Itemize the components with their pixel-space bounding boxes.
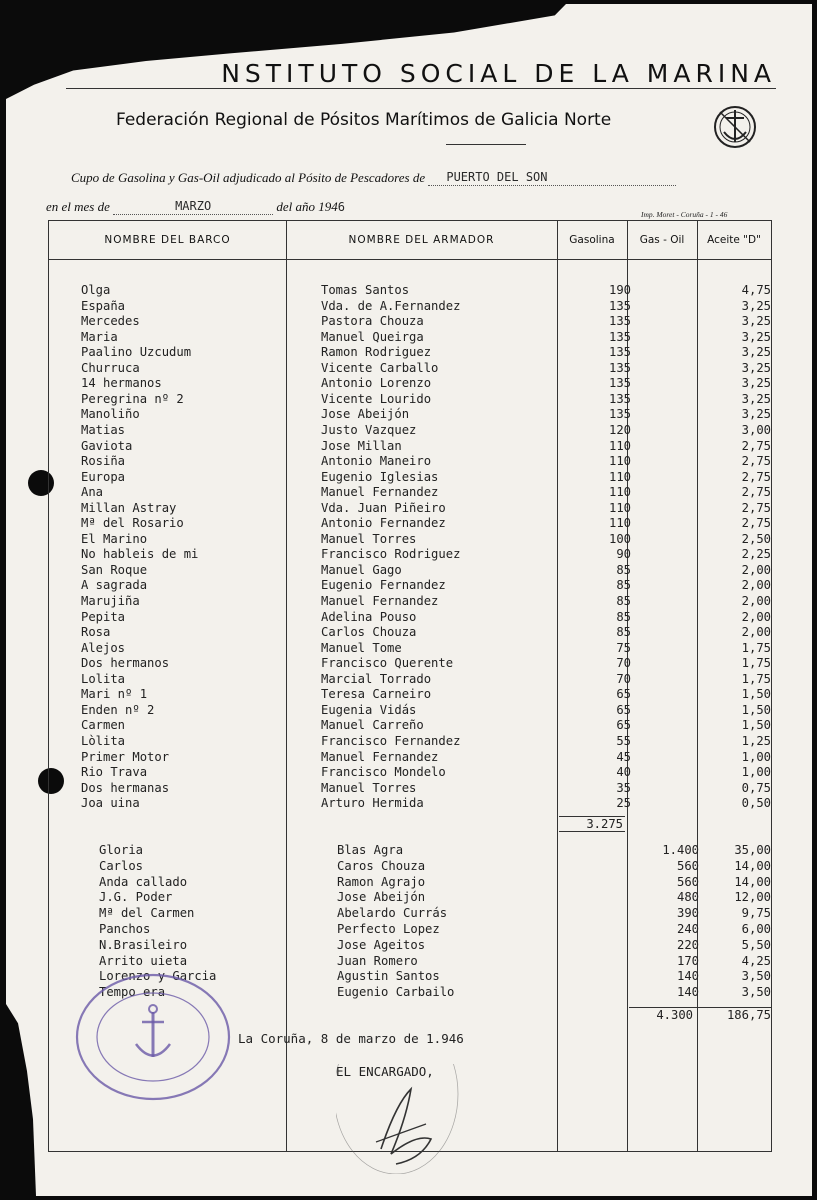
boat-name: Mª del Rosario [81,516,184,531]
boat-name: San Roque [81,562,148,577]
boat-name: Ana [81,485,104,500]
gasolina-value: 70 [616,671,631,686]
aceite-value: 3,50 [741,969,771,984]
year-digit: 6 [337,200,346,214]
boat-name: Paalino Uzcudum [81,345,192,360]
gasolina-value: 135 [608,298,631,313]
aceite-value: 2,00 [741,625,771,640]
table-row [49,687,771,702]
aceite-value: 4,25 [741,953,771,968]
gasolina-value: 100 [608,531,631,546]
table-row [49,330,771,345]
gasolina-value: 135 [608,407,631,422]
gasoil-value: 390 [676,906,699,921]
owner-name: Francisco Querente [321,656,454,671]
aceite-value: 1,00 [741,749,771,764]
header-rule [49,259,771,260]
aceite-value: 2,75 [741,454,771,469]
owner-name: Manuel Tome [321,640,402,655]
boat-name: Matias [81,422,126,437]
gasolina-value: 110 [608,516,631,531]
table-row [49,578,771,593]
gasolina-value: 65 [616,718,631,733]
gasolina-value: 120 [608,422,631,437]
total-aceite: 186,75 [726,1008,771,1022]
port-field [428,169,676,186]
table-row [49,392,771,407]
owner-name: Arturo Hermida [321,796,424,811]
aceite-value: 0,75 [741,780,771,795]
gasolina-value: 85 [616,594,631,608]
col-header-aceite: Aceite "D" [707,234,761,246]
aceite-value: 1,25 [741,733,771,748]
owner-name: Manuel Gago [321,562,402,577]
owner-name: Manuel Carreño [321,718,424,733]
table-row [49,703,771,718]
boat-name: Maria [81,329,118,344]
title-rule [66,88,776,89]
boat-name: Europa [81,469,126,484]
owner-name: Eugenia Vidás [321,702,417,717]
cupo-line [71,169,676,186]
aceite-value: 3,25 [741,407,771,422]
aceite-value: 3,25 [741,360,771,375]
table-row [49,594,771,609]
total-gasoil: 4.300 [656,1008,693,1022]
table-row [49,922,771,937]
boat-name: Enden nº 2 [81,702,155,717]
owner-name: Abelardo Currás [337,906,448,921]
boat-name: Churruca [81,360,140,375]
table-row [49,843,771,858]
gasoil-value: 240 [676,922,699,936]
aceite-value: 0,50 [741,796,771,811]
boat-name: Pepita [81,609,126,624]
institute-title: NSTITUTO SOCIAL DE LA MARINA [221,59,776,88]
owner-name: Manuel Fernandez [321,485,439,500]
owner-name: Manuel Torres [321,780,417,795]
gasoil-value: 480 [676,890,699,905]
gasolina-value: 90 [616,547,631,562]
signature-icon [336,1064,466,1174]
boat-name: Mari nº 1 [81,687,148,702]
boat-name: España [81,298,126,313]
aceite-value: 1,00 [741,765,771,780]
aceite-value: 1,50 [741,702,771,717]
owner-name: Pastora Chouza [321,314,424,329]
boat-name: Lorenzo y Garcia [99,969,217,984]
aceite-value: 1,50 [741,718,771,733]
aceite-value: 1,75 [741,640,771,655]
place-date: La Coruña, 8 de marzo de 1.946 [238,1031,464,1046]
gasolina-value: 135 [608,329,631,344]
owner-name: Manuel Fernandez [321,594,439,608]
boat-name: Rosiña [81,454,126,469]
owner-name: Tomas Santos [321,283,410,297]
aceite-value: 2,00 [741,562,771,577]
boat-name: Gaviota [81,438,133,453]
boat-name: Gloria [99,843,144,857]
gasoil-value: 560 [676,858,699,873]
total-gasolina: 3.275 [586,817,623,831]
aceite-value: 35,00 [734,843,771,857]
owner-name: Vicente Lourido [321,391,432,406]
boat-name: 14 hermanos [81,376,162,391]
gasolina-value: 25 [616,796,631,811]
year-label: del año 194 [276,199,338,214]
boat-name: Anda callado [99,874,188,889]
aceite-value: 2,75 [741,516,771,531]
owner-name: Jose Abeijón [321,407,410,422]
gasolina-value: 85 [616,625,631,640]
gasolina-value: 135 [608,391,631,406]
table-row [49,439,771,454]
federation-stamp-icon [74,972,232,1102]
table-row [49,610,771,625]
table-row [49,750,771,765]
gasolina-value: 110 [608,438,631,453]
owner-name: Manuel Torres [321,531,417,546]
table-row [49,532,771,547]
gasolina-value: 75 [616,640,631,655]
gasolina-value: 110 [608,500,631,515]
boat-name: Rosa [81,625,111,640]
owner-name: Teresa Carneiro [321,687,432,702]
subtitle-rule [446,144,526,145]
owner-name: Eugenio Fernandez [321,578,446,593]
owner-name: Ramon Rodriguez [321,345,432,360]
boat-name: Dos hermanas [81,780,170,795]
aceite-value: 14,00 [734,858,771,873]
boat-name: Lolita [81,671,126,686]
gasolina-value: 85 [616,578,631,593]
owner-name: Francisco Rodriguez [321,547,461,562]
table-row [49,470,771,485]
gasolina-value: 135 [608,345,631,360]
owner-name: Antonio Fernandez [321,516,446,531]
gasolina-value: 40 [616,765,631,780]
gasolina-value: 70 [616,656,631,671]
aceite-value: 2,50 [741,531,771,546]
port-value: PUERTO DEL SON [446,170,548,184]
table-row [49,765,771,780]
gasoil-value: 140 [676,969,699,984]
owner-name: Vda. de A.Fernandez [321,298,461,313]
table-row [49,796,771,811]
federation-title: Federación Regional de Pósitos Marítimos de Galicia Norte [116,110,612,130]
gasoil-value: 170 [676,953,699,968]
table-row [49,734,771,749]
aceite-value: 4,75 [741,283,771,297]
table-row [49,563,771,578]
gasolina-value: 45 [616,749,631,764]
encargado-label: EL ENCARGADO, [336,1064,434,1079]
owner-name: Manuel Queirga [321,329,424,344]
gasolina-value: 135 [608,376,631,391]
total-gasolina-rule [559,816,625,817]
table-row [49,781,771,796]
gasolina-value: 110 [608,469,631,484]
owner-name: Antonio Lorenzo [321,376,432,391]
table-row [49,283,771,298]
total-gasolina-rule-bottom [559,831,625,832]
table-row [49,376,771,391]
torn-edge-bottom-left [6,1004,36,1196]
boat-name: Dos hermanos [81,656,170,671]
owner-name: Jose Ageitos [337,937,426,952]
boat-name: Mercedes [81,314,140,329]
gasoil-value: 220 [676,937,699,952]
owner-name: Marcial Torrado [321,671,432,686]
aceite-value: 2,25 [741,547,771,562]
aceite-value: 2,00 [741,594,771,608]
owner-name: Jose Abeijón [337,890,426,905]
table-row [49,423,771,438]
aceite-value: 3,25 [741,314,771,329]
anchor-emblem-icon [712,104,758,150]
table-row [49,501,771,516]
month-field [113,198,273,215]
boat-name: Lòlita [81,733,126,748]
boat-name: Olga [81,283,111,297]
boat-name: J.G. Poder [99,890,173,905]
aceite-value: 3,25 [741,345,771,360]
gasoil-value: 1.400 [662,843,699,857]
aceite-value: 2,75 [741,469,771,484]
aceite-value: 2,75 [741,500,771,515]
col-header-armador: NOMBRE DEL ARMADOR [348,234,495,246]
table-row [49,454,771,469]
aceite-value: 6,00 [741,922,771,936]
owner-name: Antonio Maneiro [321,454,432,469]
aceite-value: 3,25 [741,376,771,391]
boat-name: N.Brasileiro [99,937,188,952]
owner-name: Francisco Mondelo [321,765,446,780]
owner-name: Vicente Carballo [321,360,439,375]
col-header-gasoil: Gas - Oil [639,234,685,246]
owner-name: Agustin Santos [337,969,440,984]
owner-name: Francisco Fernandez [321,733,461,748]
table-row [49,672,771,687]
owner-name: Adelina Pouso [321,609,417,624]
aceite-value: 9,75 [741,906,771,921]
document-page [6,4,812,1196]
table-row [49,299,771,314]
owner-name: Blas Agra [337,843,404,857]
boat-name: Marujiña [81,594,140,608]
table-row [49,938,771,953]
table-row [49,625,771,640]
table-row [49,718,771,733]
gasolina-value: 55 [616,733,631,748]
boat-name: Primer Motor [81,749,170,764]
gasolina-value: 85 [616,609,631,624]
col-header-barco: NOMBRE DEL BARCO [104,234,231,246]
boat-name: Peregrina nº 2 [81,391,184,406]
table-row [49,516,771,531]
gasolina-value: 110 [608,454,631,469]
owner-name: Vda. Juan Piñeiro [321,500,446,515]
cupo-label: Cupo de Gasolina y Gas-Oil adjudicado al Pósito de Pescadores de [71,170,426,185]
boat-name: Arrito uieta [99,953,188,968]
table-row [49,314,771,329]
month-line [46,198,345,215]
boat-name: A sagrada [81,578,148,593]
boat-name: Rio Trava [81,765,148,780]
gasoil-value: 140 [676,985,699,1000]
col-header-gasolina: Gasolina [569,234,615,246]
boat-name: Alejos [81,640,126,655]
gasolina-value: 65 [616,687,631,702]
printer-imprint: Imp. Moret - Coruña - 1 - 46 [641,210,728,219]
owner-name: Ramon Agrajo [337,874,426,889]
table-row [49,641,771,656]
aceite-value: 3,25 [741,391,771,406]
gasolina-value: 65 [616,702,631,717]
gasolina-value: 110 [608,485,631,500]
month-value: MARZO [175,199,212,213]
boat-name: Tempo era [99,985,166,1000]
owner-name: Caros Chouza [337,858,426,873]
aceite-value: 3,00 [741,422,771,437]
gasolina-value: 135 [608,360,631,375]
boat-name: Carlos [99,858,144,873]
table-row [49,906,771,921]
boat-name: Panchos [99,922,151,936]
table-row [49,547,771,562]
aceite-value: 2,75 [741,485,771,500]
aceite-value: 12,00 [734,890,771,905]
table-row [49,485,771,500]
month-label: en el mes de [46,199,110,214]
table-row [49,954,771,969]
aceite-value: 1,75 [741,656,771,671]
aceite-value: 14,00 [734,874,771,889]
boat-name: El Marino [81,531,148,546]
gasolina-value: 35 [616,780,631,795]
aceite-value: 3,50 [741,985,771,1000]
owner-name: Carlos Chouza [321,625,417,640]
table-row [49,361,771,376]
owner-name: Jose Millan [321,438,402,453]
table-row [49,656,771,671]
owner-name: Perfecto Lopez [337,922,440,936]
owner-name: Juan Romero [337,953,418,968]
aceite-value: 1,50 [741,687,771,702]
gasolina-value: 190 [608,283,631,297]
gasolina-value: 85 [616,562,631,577]
aceite-value: 2,00 [741,578,771,593]
boat-name: Millan Astray [81,500,177,515]
owner-name: Eugenio Iglesias [321,469,439,484]
aceite-value: 2,00 [741,609,771,624]
gasolina-value: 135 [608,314,631,329]
aceite-value: 5,50 [741,937,771,952]
table-row [49,890,771,905]
boat-name: Joa uina [81,796,140,811]
owner-name: Justo Vazquez [321,422,417,437]
aceite-value: 3,25 [741,298,771,313]
table-row [49,875,771,890]
aceite-value: 2,75 [741,438,771,453]
aceite-value: 3,25 [741,329,771,344]
table-row [49,345,771,360]
owner-name: Manuel Fernandez [321,749,439,764]
aceite-value: 1,75 [741,671,771,686]
owner-name: Eugenio Carbailo [337,985,455,1000]
table-row [49,407,771,422]
table-row [49,859,771,874]
boat-name: No hableis de mi [81,547,199,562]
gasoil-value: 560 [676,874,699,889]
boat-name: Carmen [81,718,126,733]
boat-name: Manoliño [81,407,140,422]
boat-name: Mª del Carmen [99,906,195,921]
